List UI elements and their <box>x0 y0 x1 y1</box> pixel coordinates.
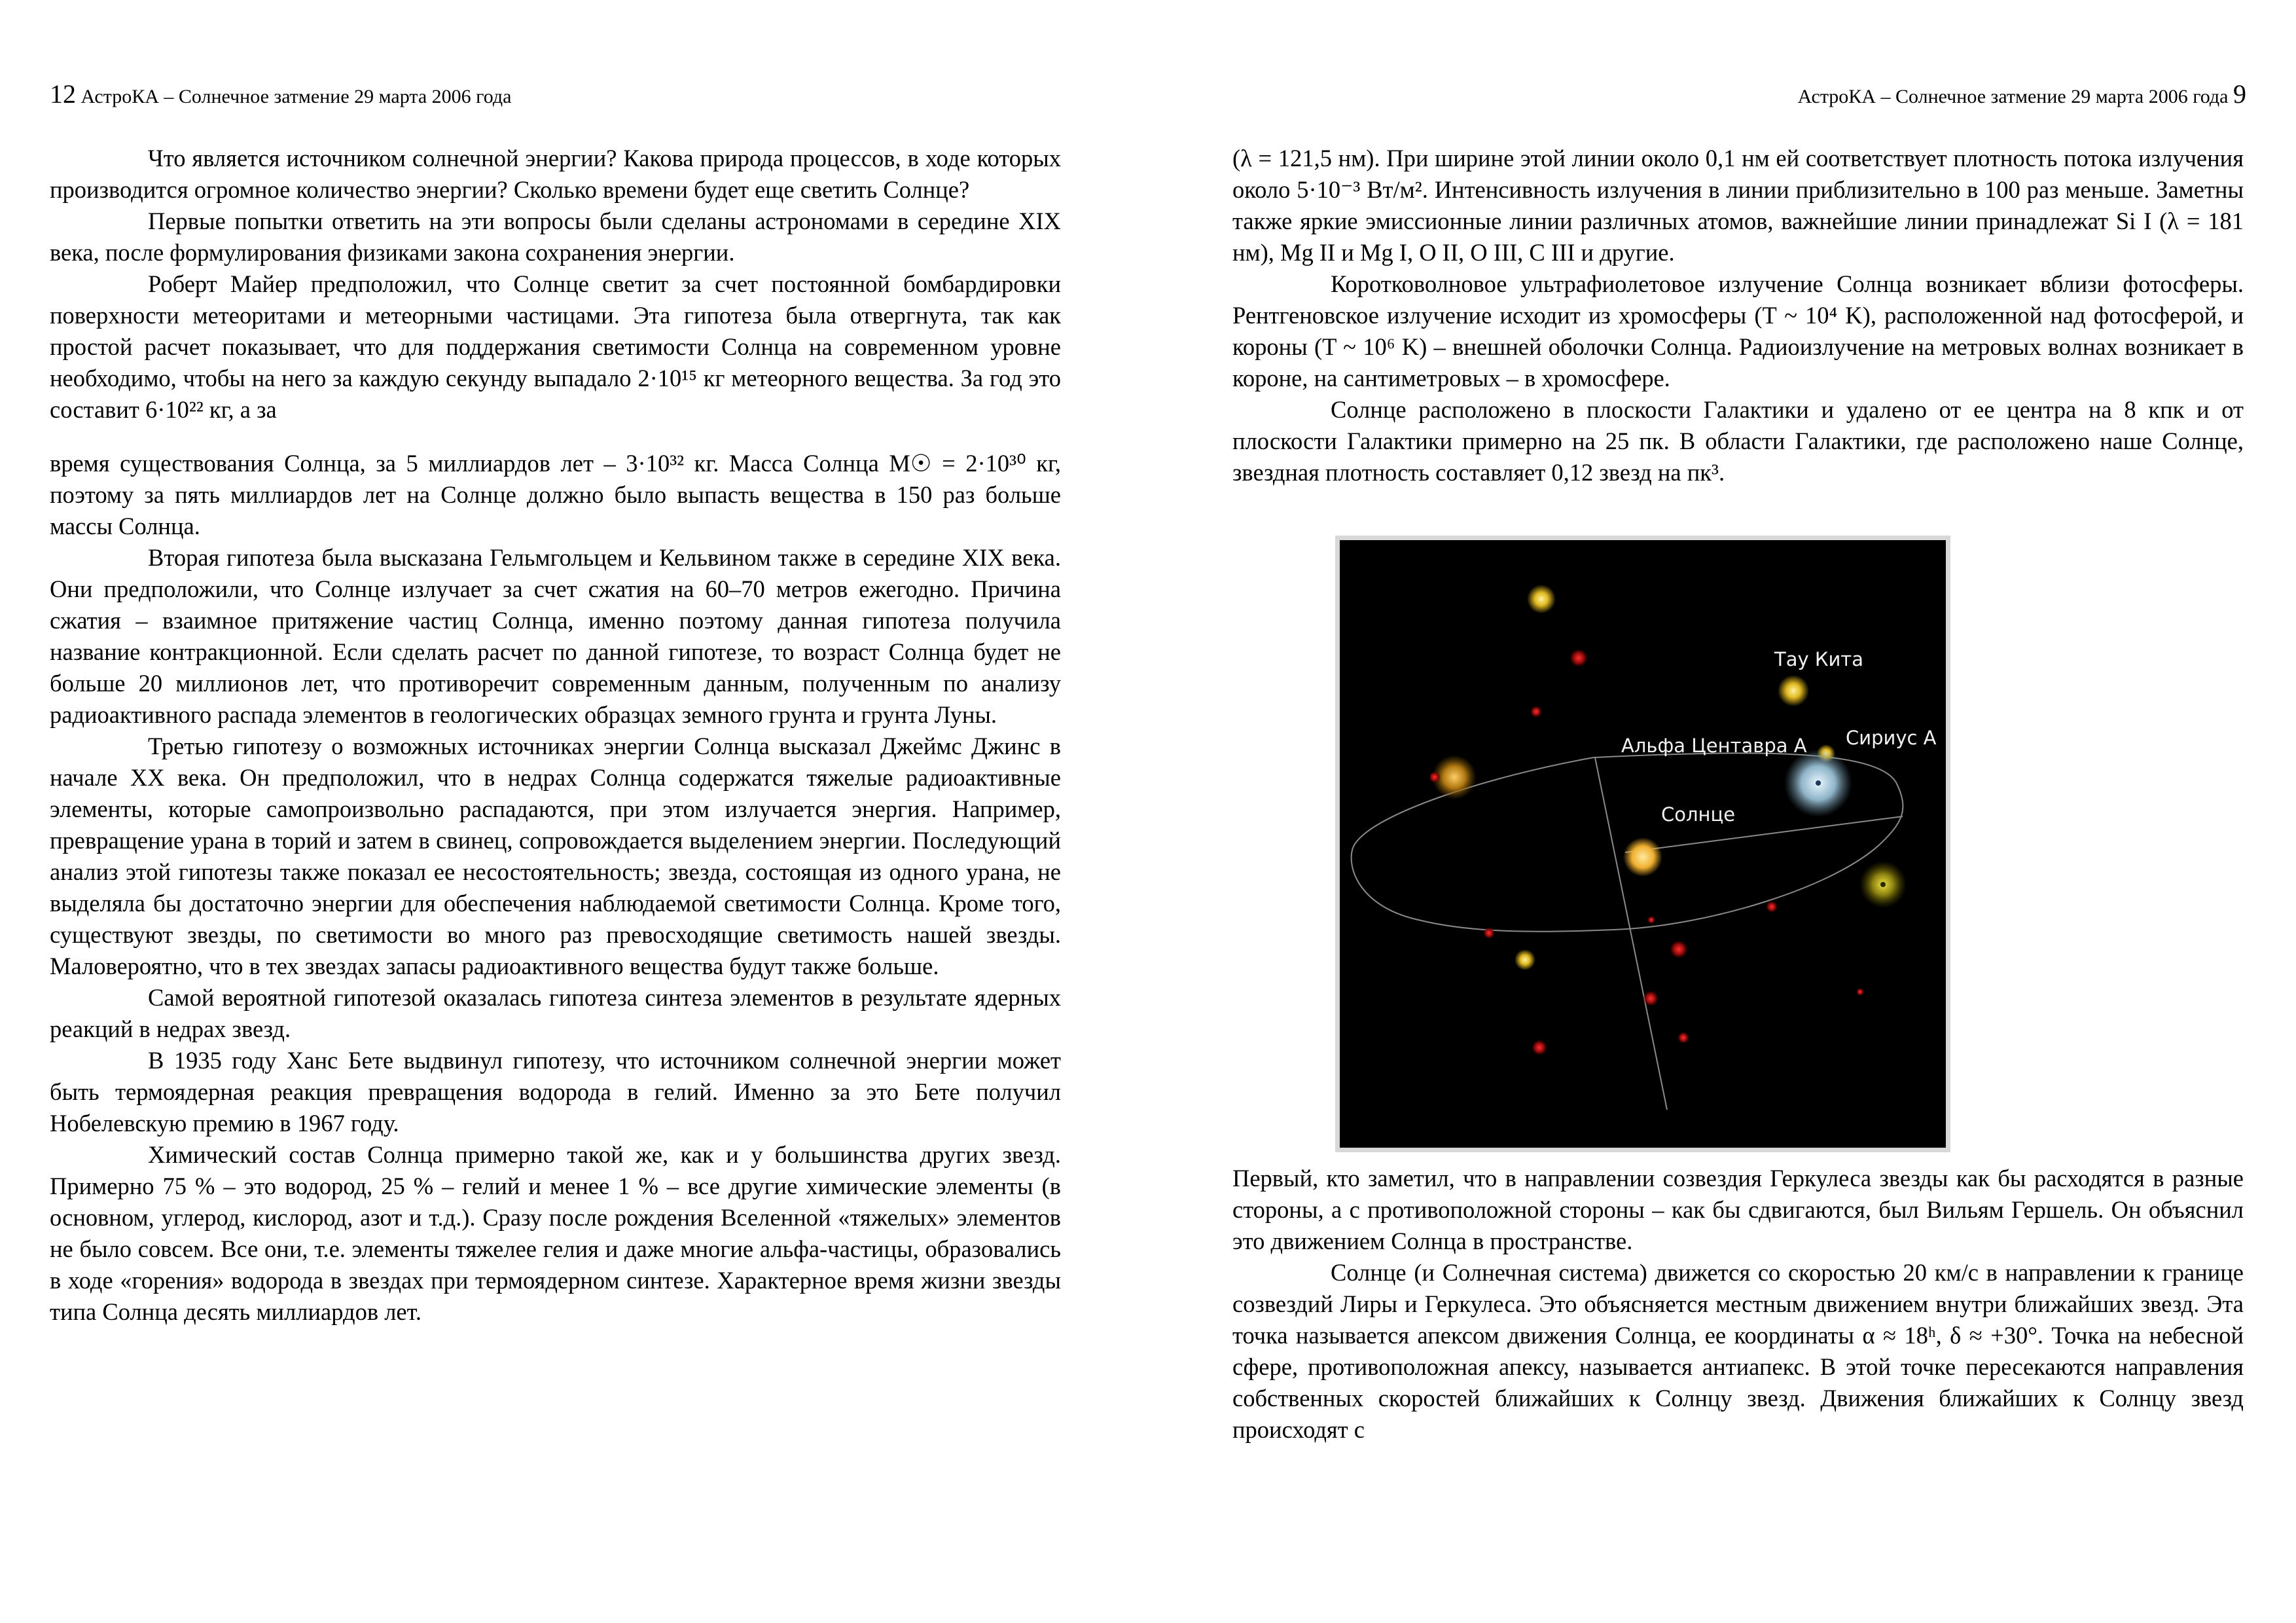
page-number-right: 9 <box>2233 79 2246 109</box>
label-alpha-centauri: Альфа Центавра А <box>1621 735 1807 757</box>
paragraph: Роберт Майер предположил, что Солнце светит за счет постоянной бомбардировки поверхности метеоритами и метеорными частицами. Эта гипотеза была отвергнута, так как простой расчет показывает, что для поддержания светимости Солнца на современном уровне необходимо, чтобы на него за каждую секунду выпадало 2·10¹⁵ кг метеорного вещества. За год это составит 6·10²² кг, а за <box>50 270 1061 423</box>
paragraph: Солнце расположено в плоскости Галактики и удалено от ее центра на 8 кпк и от плоскости Галактики примерно на 25 пк. В области Галактики, где расположено наше Солнце, звездная плотность составляет 0,12 звезд на пк³. <box>1232 396 2244 486</box>
paragraph: Коротковолновое ультрафиолетовое излучение Солнца возникает вблизи фотосферы. Рентгеновское излучение исходит из хромосферы (T ~ 10⁴ K), расположенной над фотосферой, и короны (T ~ 10⁶ K) – внешней оболочки Солнца. Радиоизлучение на метровых волнах возникает в короне, на сантиметровых – в хромосфере. <box>1232 270 2244 392</box>
paragraph: Самой вероятной гипотезой оказалась гипотеза синтеза элементов в результате ядерных реакций в недрах звезд. <box>50 984 1061 1042</box>
paragraph: Что является источником солнечной энергии? Какова природа процессов, в ходе которых производится огромное количество энергии? Сколько времени будет еще светить Солнце? <box>50 145 1061 203</box>
solar-neighborhood-figure <box>1335 536 1950 1152</box>
paragraph: Первый, кто заметил, что в направлении созвездия Геркулеса звезды как бы расходятся в разные стороны, а с противоположной стороны – как бы сдвигаются, был Вильям Гершель. Он объяснил это движением Солнца в пространстве. <box>1232 1165 2244 1254</box>
right-page <box>1148 0 2296 1623</box>
paragraph: (λ = 121,5 нм). При ширине этой линии около 0,1 нм ей соответствует плотность потока излучения около 5·10⁻³ Вт/м². Интенсивность излучения в линии приблизительно в 100 раз меньше. Заметны также яркие эмиссионные линии различных атомов, важнейшие линии принадлежат Si I (λ = 181 нм), Mg II и Mg I, O II, O III, C III и другие. <box>1232 145 2244 266</box>
star-map <box>1340 540 1946 1148</box>
paragraph: Химический состав Солнца примерно такой же, как и у большинства других звезд. Примерно 75 % – это водород, 25 % – гелий и менее 1 % – все другие химические элементы (в основном, углерод, кислород, азот и т.д.). Сразу после рождения Вселенной «тяжелых» элементов не было совсем. Все они, т.е. элементы тяжелее гелия и даже многие альфа-частицы, образовались в ходе «горения» водорода в звездах при термоядерном синтезе. Характерное время жизни звезды типа Солнца десять миллиардов лет. <box>50 1141 1061 1325</box>
paragraph: В 1935 году Ханс Бете выдвинул гипотезу, что источником солнечной энергии может быть термоядерная реакция превращения водорода в гелий. Именно за это Бете получил Нобелевскую премию в 1967 году. <box>50 1047 1061 1137</box>
running-head-title-right: АстроКА – Солнечное затмение 29 марта 2006 года <box>1797 86 2229 107</box>
running-head-right <box>1798 79 2246 109</box>
label-sirius: Сириус А <box>1846 727 1937 749</box>
page-number-left: 12 <box>50 79 76 109</box>
right-page-text <box>1232 143 2244 1446</box>
left-page-text <box>50 143 1061 1328</box>
label-tau-ceti: Тау Кита <box>1774 648 1863 670</box>
paragraph: Первые попытки ответить на эти вопросы были сделаны астрономами в середине XIX века, после формулирования физиками закона сохранения энергии. <box>50 208 1061 266</box>
running-head-title-left: АстроКА – Солнечное затмение 29 марта 2006 года <box>81 86 512 107</box>
paragraph: время существования Солнца, за 5 миллиардов лет – 3·10³² кг. Масса Солнца M☉ = 2·10³⁰ кг, поэтому за пять миллиардов лет на Солнце должно было выпасть вещества в 150 раз больше массы Солнца. <box>50 450 1061 539</box>
paragraph: Третью гипотезу о возможных источниках энергии Солнца высказал Джеймс Джинс в начале XX века. Он предположил, что в недрах Солнца содержатся тяжелые радиоактивные элементы, которые самопроизвольно распадаются, при этом излучается энергия. Например, превращение урана в торий и затем в свинец, сопровождается выделением энергии. Последующий анализ этой гипотезы также показал ее несостоятельность; звезда, состоящая из одного урана, не выделяла бы достаточно энергии для обеспечения наблюдаемой светимости Солнца. Кроме того, существуют звезды, по светимости во много раз превосходящие светимость нашей звезды. Маловероятно, что в тех звездах запасы радиоактивного вещества будут также больше. <box>50 733 1061 979</box>
label-sun: Солнце <box>1661 803 1736 826</box>
paragraph: Вторая гипотеза была высказана Гельмгольцем и Кельвином также в середине XIX века. Они предположили, что Солнце излучает за счет сжатия на 60–70 метров ежегодно. Причина сжатия – взаимное притяжение частиц Солнца, именно поэтому данная гипотеза получила название контракционной. Если сделать расчет по данной гипотезе, то возраст Солнца будет не больше 20 миллионов лет, что противоречит современным данным, полученным по анализу радиоактивного распада элементов в геологических образцах земного грунта и грунта Луны. <box>50 544 1061 728</box>
running-head-left <box>50 79 511 109</box>
paragraph: Солнце (и Солнечная система) движется со скоростью 20 км/с в направлении к границе созвездий Лиры и Геркулеса. Это объясняется местным движением внутри ближайших звезд. Эта точка называется апексом движения Солнца, ее координаты α ≈ 18ʰ, δ ≈ +30°. Точка на небесной сфере, противоположная апексу, называется антиапекс. В этой точке пересекаются направления собственных скоростей ближайших к Солнцу звезд. Движения ближайших к Солнцу звезд происходят с <box>1232 1259 2244 1443</box>
